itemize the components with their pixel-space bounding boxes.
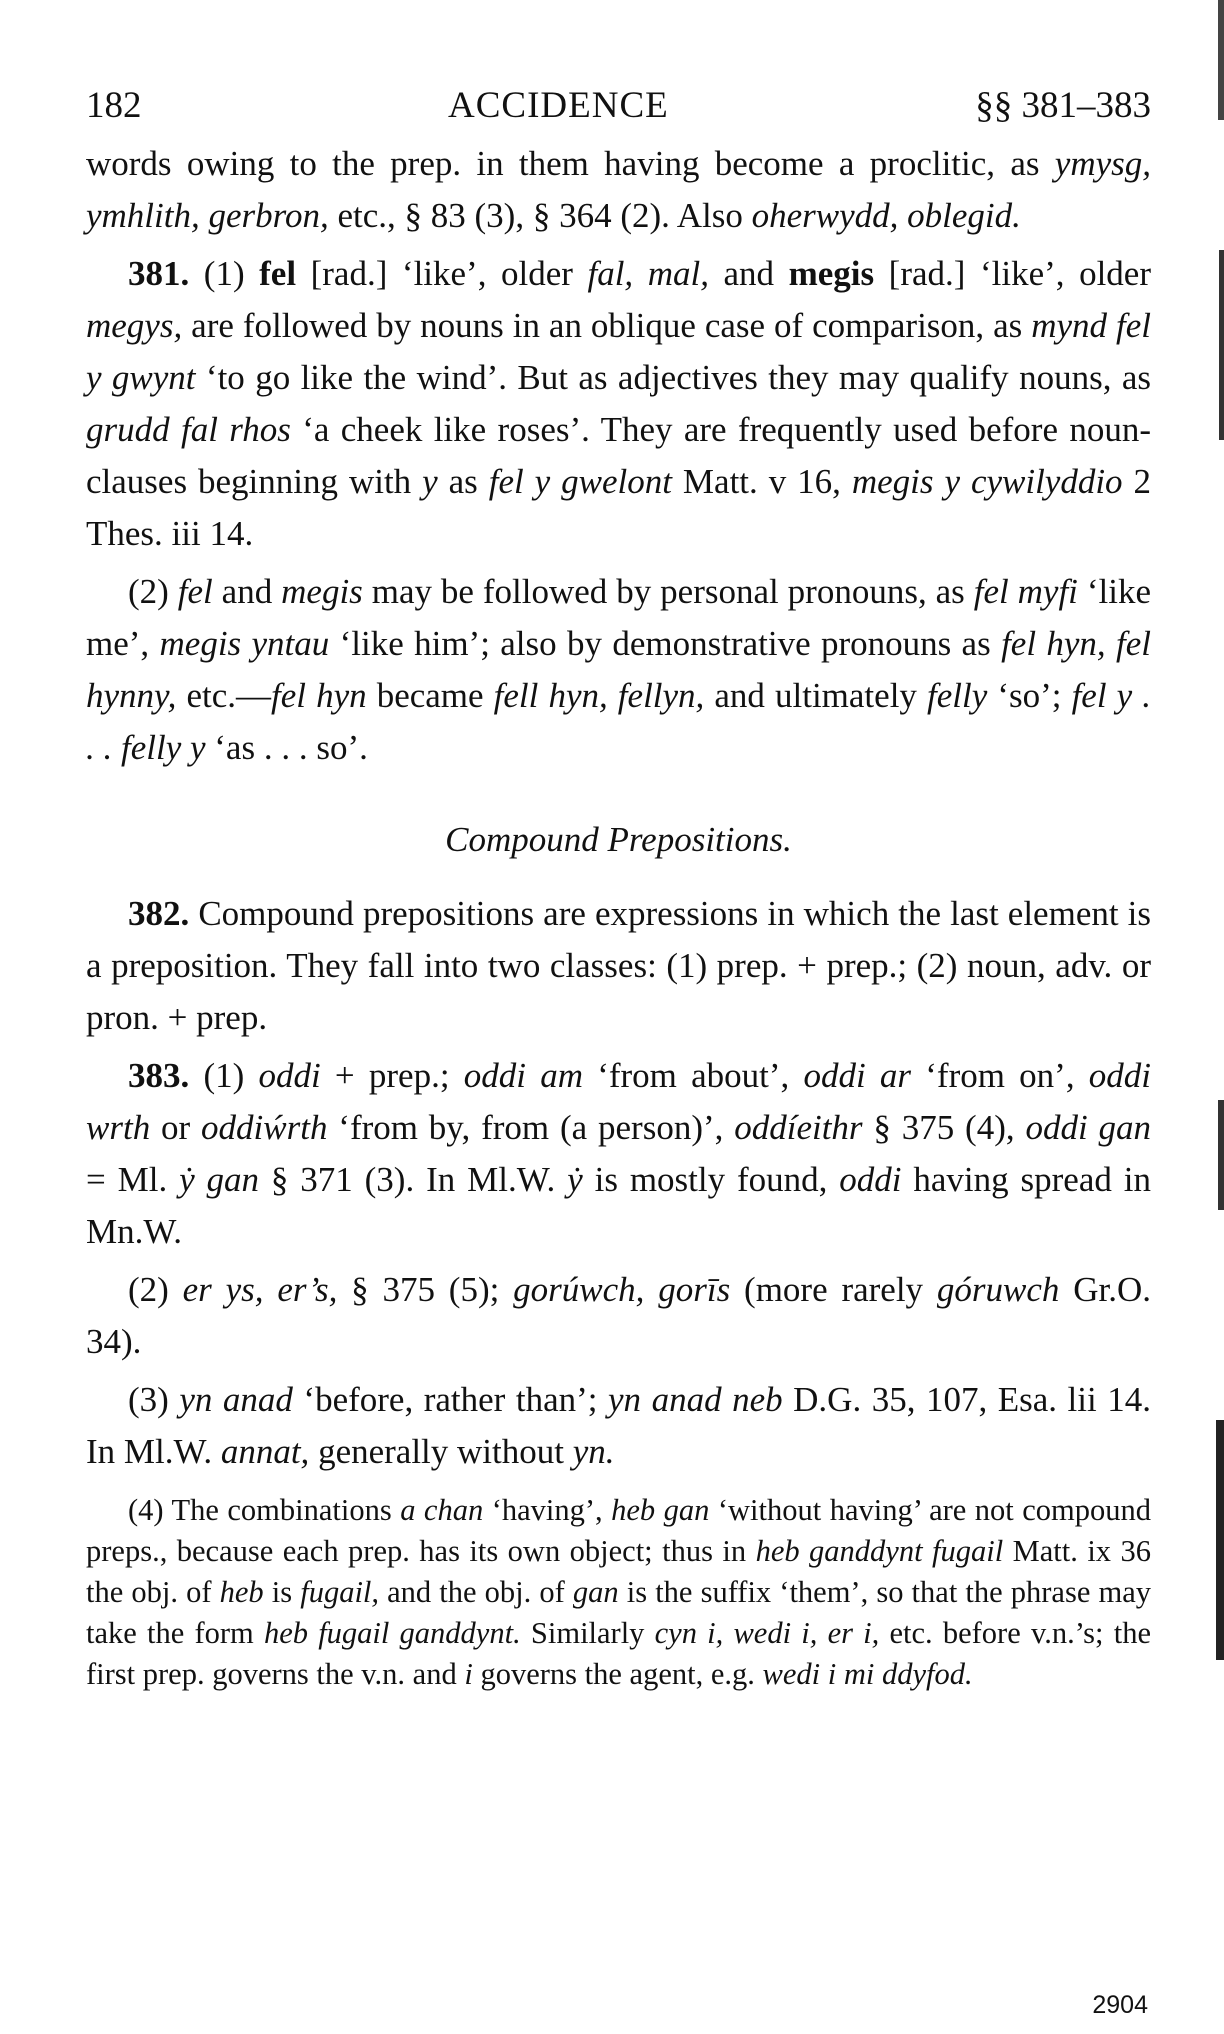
book-page: [86, 84, 1151, 1695]
text-run: as: [437, 462, 489, 501]
text-run: is mostly found,: [582, 1160, 840, 1199]
welsh-term: megis: [281, 572, 363, 611]
welsh-term: cyn i, wedi i, er i,: [654, 1616, 880, 1650]
text-run: etc.—: [176, 676, 272, 715]
text-run: Compound prepositions are expressions in which the last element is a preposition. They fall into two classes: (1) prep. + prep.; (2) noun, adv. or pron. + prep.: [86, 894, 1151, 1037]
text-run: words owing to the prep. in them having become a proclitic, as: [86, 144, 1055, 183]
welsh-term: felly: [927, 676, 988, 715]
welsh-term: a chan: [400, 1493, 484, 1527]
welsh-term: yn.: [572, 1432, 615, 1471]
welsh-term: oddi gan: [1025, 1108, 1152, 1147]
text-run: and: [212, 572, 282, 611]
text-run: ‘from on’,: [911, 1056, 1089, 1095]
text-run: ‘like him’; also by demonstrative pronouns as: [329, 624, 1002, 663]
text-run: ‘like me’,: [86, 572, 1151, 663]
text-run: ‘from about’,: [582, 1056, 804, 1095]
welsh-term: oddíeithr: [734, 1108, 863, 1147]
paragraph-383-4-note: [86, 1490, 1151, 1695]
welsh-term: gan: [572, 1575, 619, 1609]
welsh-term: ẏ: [567, 1160, 583, 1199]
welsh-term: megis yntau: [159, 624, 330, 663]
welsh-term: oherwydd, oblegid.: [751, 196, 1021, 235]
text-run: [rad.] ‘like’, older: [874, 254, 1151, 293]
text-run: (1): [189, 1056, 259, 1095]
welsh-term: oddi: [258, 1056, 321, 1095]
welsh-term: fel y . . . felly y: [86, 676, 1152, 767]
page-edge-shadow-mid: [1219, 250, 1224, 440]
text-run: Gr.O. 34).: [86, 1270, 1151, 1361]
text-run: generally without: [309, 1432, 573, 1471]
section-number: 382.: [128, 894, 190, 933]
text-run: (3): [128, 1380, 180, 1419]
page-number: 182: [86, 85, 142, 126]
text-run: is the suffix ‘them’, so that the phrase may take the form: [86, 1575, 1151, 1650]
welsh-term: fal, mal,: [587, 254, 709, 293]
text-run: ‘a cheek like roses’. They are frequently used before noun-clauses beginning with: [86, 410, 1151, 501]
welsh-term: er ys, er’s,: [182, 1270, 338, 1309]
welsh-term: gorúwch, gorīs: [513, 1270, 731, 1309]
text-run: (more rarely: [730, 1270, 937, 1309]
text-run: or: [150, 1108, 202, 1147]
text-run: Matt. v 16,: [671, 462, 852, 501]
welsh-term: heb fugail ganddynt.: [263, 1616, 521, 1650]
text-run: and ultimately: [704, 676, 927, 715]
welsh-term: fel: [177, 572, 213, 611]
welsh-term: i: [464, 1657, 473, 1691]
text-run: etc., § 83 (3), § 364 (2). Also: [328, 196, 752, 235]
text-run: having spread in Mn.W.: [86, 1160, 1151, 1251]
text-run: ‘as . . . so’.: [205, 728, 368, 767]
welsh-term: grudd fal rhos: [86, 410, 291, 449]
welsh-term: fel hyn: [271, 676, 367, 715]
text-run: governs the agent, e.g.: [472, 1657, 763, 1691]
text-run: ‘to go like the wind’. But as adjectives they may qualify nouns, as: [195, 358, 1151, 397]
welsh-term: heb: [219, 1575, 264, 1609]
page-edge-shadow-low: [1218, 1100, 1224, 1210]
welsh-term: fell hyn, fellyn,: [493, 676, 705, 715]
text-run: ‘before, rather than’;: [292, 1380, 609, 1419]
section-number: megis: [788, 254, 875, 293]
text-run: § 375 (4),: [862, 1108, 1026, 1147]
welsh-term: oddi am: [463, 1056, 583, 1095]
text-run: ‘from by, from (a person)’,: [327, 1108, 735, 1147]
welsh-term: oddiẃrth: [201, 1108, 328, 1147]
welsh-term: ymysg, ymhlith, gerbron,: [86, 144, 1151, 235]
text-run: + prep.;: [320, 1056, 464, 1095]
running-title: ACCIDENCE: [448, 85, 669, 126]
text-run: (4) The combinations: [128, 1493, 401, 1527]
paragraph-381-2: [86, 566, 1151, 774]
welsh-term: heb gan: [611, 1493, 710, 1527]
welsh-term: fugail,: [300, 1575, 380, 1609]
text-run: ‘so’;: [987, 676, 1072, 715]
text-run: § 375 (5);: [337, 1270, 514, 1309]
welsh-term: heb ganddynt fugail: [755, 1534, 1004, 1568]
section-subheading: Compound Prepositions.: [445, 820, 792, 859]
text-run: and: [708, 254, 789, 293]
welsh-term: yn anad: [179, 1380, 293, 1419]
welsh-term: fel y gwelont: [488, 462, 672, 501]
text-run: may be followed by personal pronouns, as: [362, 572, 974, 611]
welsh-term: megis y cywilyddio: [851, 462, 1123, 501]
welsh-term: góruwch: [936, 1270, 1060, 1309]
text-run: § 371 (3). In Ml.W.: [259, 1160, 568, 1199]
text-run: [rad.] ‘like’, older: [296, 254, 588, 293]
page-edge-shadow-bottom: [1216, 1420, 1224, 1660]
paragraph-383-3: [86, 1374, 1151, 1478]
section-number: 383.: [128, 1056, 190, 1095]
text-run: are followed by nouns in an oblique case of comparison, as: [182, 306, 1032, 345]
text-run: = Ml.: [86, 1160, 180, 1199]
text-run: D.G. 35, 107, Esa. lii 14. In Ml.W.: [86, 1380, 1151, 1471]
welsh-term: y: [422, 462, 438, 501]
welsh-term: fel hyn, fel hynny,: [86, 624, 1151, 715]
text-run: Matt. ix 36 the obj. of: [86, 1534, 1151, 1609]
paragraph-382: [86, 888, 1151, 1044]
text-run: (1): [189, 254, 260, 293]
paragraph-383-1: [86, 1050, 1151, 1258]
welsh-term: yn anad neb: [608, 1380, 783, 1419]
text-run: (2): [128, 572, 178, 611]
folio-number: 2904: [1092, 1991, 1148, 2019]
paragraph-continuation: [86, 138, 1151, 242]
text-run: ‘without having’ are not compound preps., because each prep. has its own object; thus in: [86, 1493, 1151, 1568]
section-number: fel: [259, 254, 297, 293]
text-run: is: [263, 1575, 301, 1609]
section-number: 381.: [128, 254, 190, 293]
paragraph-381-1: [86, 248, 1151, 560]
section-range: §§ 381–383: [975, 85, 1151, 126]
paragraph-383-2: [86, 1264, 1151, 1368]
welsh-term: oddi wrth: [86, 1056, 1152, 1147]
running-header: [86, 84, 1151, 138]
welsh-term: mynd fel y gwynt: [86, 306, 1151, 397]
welsh-term: oddi: [839, 1160, 902, 1199]
text-run: Similarly: [520, 1616, 655, 1650]
welsh-term: megys,: [86, 306, 183, 345]
text-run: became: [366, 676, 494, 715]
welsh-term: ẏ gan: [179, 1160, 260, 1199]
page-body: [86, 138, 1151, 1695]
page-edge-shadow-top: [1218, 0, 1224, 120]
welsh-term: fel myfi: [973, 572, 1078, 611]
welsh-term: oddi ar: [803, 1056, 912, 1095]
welsh-term: wedi i mi ddyfod.: [762, 1657, 973, 1691]
text-run: and the obj. of: [379, 1575, 573, 1609]
text-run: 2 Thes. iii 14.: [86, 462, 1152, 553]
welsh-term: annat,: [220, 1432, 310, 1471]
text-run: ‘having’,: [483, 1493, 612, 1527]
text-run: (2): [128, 1270, 183, 1309]
text-run: etc. before v.n.’s; the first prep. governs the v.n. and: [86, 1616, 1151, 1691]
